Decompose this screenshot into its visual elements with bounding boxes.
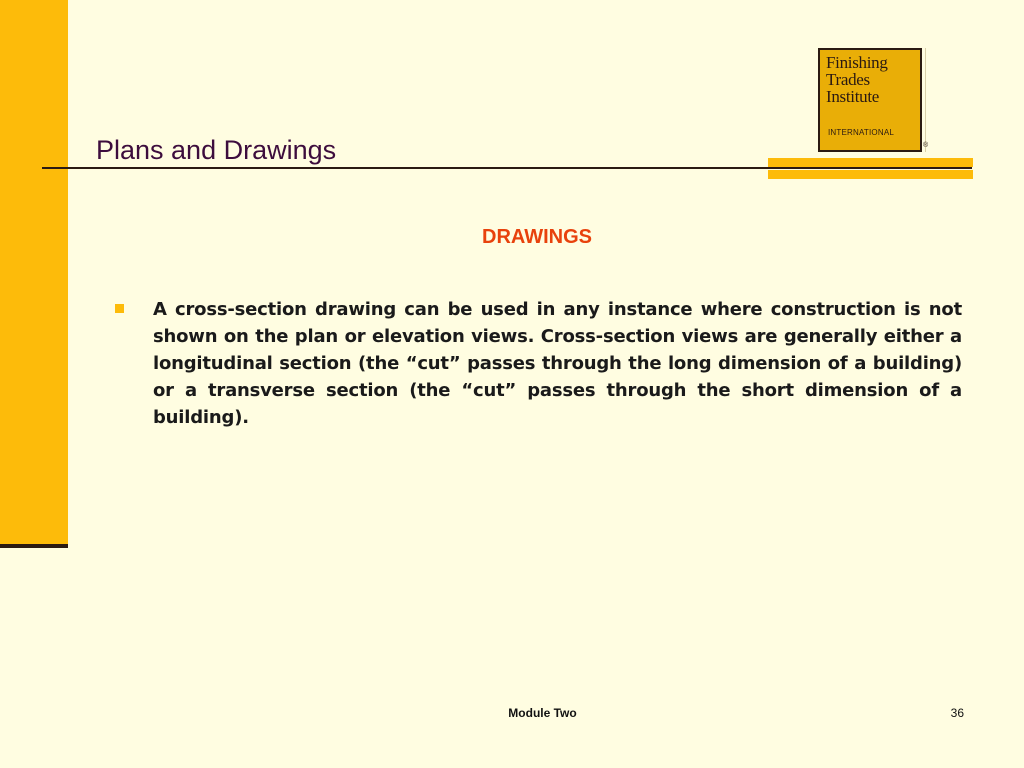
registered-mark: ® xyxy=(923,142,929,149)
logo-wordmark xyxy=(826,54,888,105)
bullet-text: A cross-section drawing can be used in any instance where construction is not shown on the plan or elevation views. Cross-section views are generally either a longitudinal section (the “cut” passes through the long dimension of a building) or a transverse section (the “cut” passes through the short dimension of a building). xyxy=(153,299,962,428)
logo-line-1: Finishing xyxy=(826,53,888,72)
title-accent-band xyxy=(768,158,973,179)
finishing-trades-institute-logo xyxy=(818,48,922,152)
logo-subtitle: INTERNATIONAL xyxy=(828,128,895,137)
logo-line-2: Trades xyxy=(826,70,870,89)
left-accent-underline xyxy=(0,544,68,548)
slide-title: Plans and Drawings xyxy=(96,135,337,165)
slide-number: 36 xyxy=(950,706,964,720)
accent-stripe-top xyxy=(768,158,973,167)
left-accent-bar xyxy=(0,0,68,545)
accent-stripe-bottom xyxy=(768,170,973,179)
square-bullet-icon xyxy=(115,304,124,313)
logo-line-3: Institute xyxy=(826,87,880,106)
section-heading: DRAWINGS xyxy=(482,226,592,248)
footer-module-label: Module Two xyxy=(508,706,577,720)
